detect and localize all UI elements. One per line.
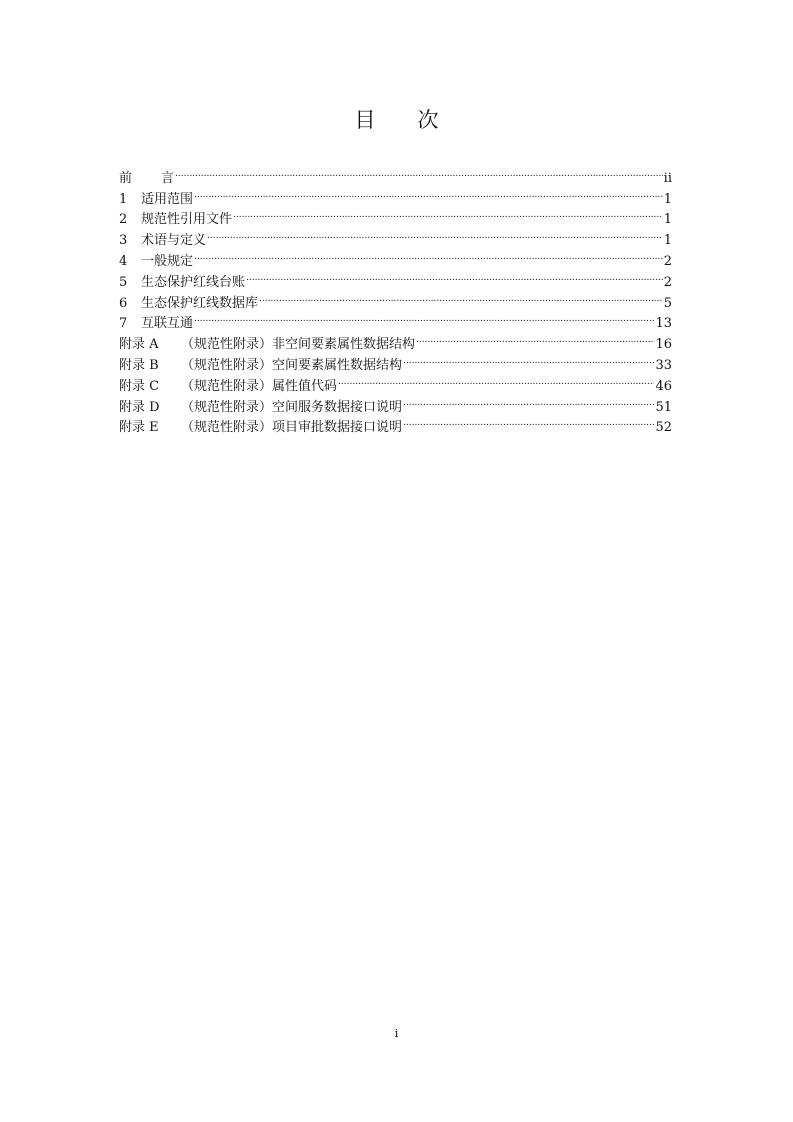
toc-dot-leader	[233, 203, 663, 224]
toc-dot-leader	[194, 244, 663, 265]
toc-entry[interactable]	[119, 203, 672, 228]
toc-entry[interactable]	[119, 265, 672, 290]
toc-dot-leader	[403, 411, 654, 432]
table-of-contents	[119, 161, 672, 436]
toc-entry-number: 附录 D	[119, 399, 160, 415]
toc-entry-number: 附录 B	[119, 357, 159, 373]
toc-entry-label: 互联互通	[141, 316, 194, 332]
toc-dot-leader	[403, 348, 654, 369]
toc-entry-page: 46	[655, 378, 672, 394]
toc-entry-number: 附录 A	[119, 337, 159, 353]
toc-entry-number: 5	[119, 274, 128, 290]
toc-dot-leader	[338, 369, 654, 390]
toc-entry[interactable]	[119, 244, 672, 269]
toc-dot-leader	[416, 327, 654, 348]
toc-entry-page: 1	[663, 191, 672, 207]
toc-entry-number: 附录 E	[119, 420, 159, 436]
toc-title-char-1: 目	[354, 108, 376, 132]
toc-dot-leader	[403, 390, 654, 411]
toc-entry-page: 2	[663, 253, 672, 269]
toc-title-char-2: 次	[417, 108, 439, 132]
toc-entry-number: 3	[119, 233, 128, 249]
toc-entry-page: 52	[655, 420, 672, 436]
toc-entry-label: （规范性附录）空间要素属性数据结构	[181, 357, 403, 373]
toc-entry[interactable]	[119, 327, 672, 353]
toc-entry-number: 附录 C	[119, 378, 160, 394]
toc-entry-page: 5	[663, 295, 672, 311]
toc-entry-label: 规范性引用文件	[141, 212, 233, 228]
toc-dot-leader	[175, 161, 663, 182]
toc-dot-leader	[207, 223, 663, 244]
toc-entry-page: 33	[655, 357, 672, 373]
toc-entry-number: 1	[119, 191, 128, 207]
toc-entry-label: 言	[161, 170, 175, 186]
toc-entry-page: 1	[663, 233, 672, 249]
toc-entry-label: 生态保护红线数据库	[141, 295, 259, 311]
toc-entry-label: 术语与定义	[141, 233, 207, 249]
toc-title	[0, 104, 793, 134]
toc-entry-page: 13	[655, 316, 672, 332]
toc-entry-label: （规范性附录）属性值代码	[181, 378, 338, 394]
toc-entry-page: 16	[655, 337, 672, 353]
toc-dot-leader	[259, 286, 663, 307]
toc-entry-page: 2	[663, 274, 672, 290]
toc-entry[interactable]	[119, 182, 672, 207]
toc-entry-number: 2	[119, 212, 128, 228]
toc-entry-label: 一般规定	[141, 253, 194, 269]
toc-entry-number: 前	[119, 170, 133, 186]
toc-entry[interactable]	[119, 161, 672, 186]
page-number: i	[394, 1027, 399, 1040]
toc-entry-number: 6	[119, 295, 128, 311]
toc-entry-number: 7	[119, 316, 128, 332]
toc-entry[interactable]	[119, 307, 672, 332]
toc-dot-leader	[194, 182, 663, 203]
toc-entry-number: 4	[119, 253, 128, 269]
toc-entry-label: 适用范围	[141, 191, 194, 207]
toc-entry-label: 生态保护红线台账	[141, 274, 246, 290]
toc-entry-page: 1	[663, 212, 672, 228]
toc-dot-leader	[246, 265, 663, 286]
toc-entry-label: （规范性附录）项目审批数据接口说明	[181, 420, 403, 436]
toc-entry-page: ii	[663, 170, 672, 186]
toc-dot-leader	[194, 307, 654, 328]
toc-entry-label: （规范性附录）非空间要素属性数据结构	[181, 337, 416, 353]
toc-entry-label: （规范性附录）空间服务数据接口说明	[181, 399, 403, 415]
toc-entry-page: 51	[655, 399, 672, 415]
